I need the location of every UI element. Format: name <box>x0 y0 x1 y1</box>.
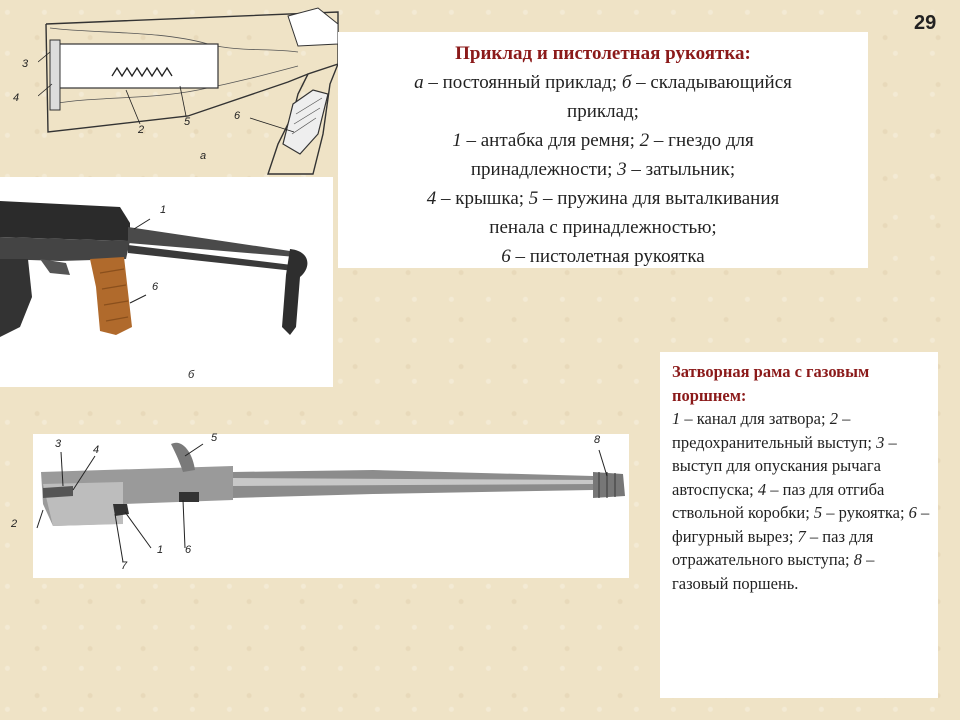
figure-bolt-carrier <box>11 432 629 578</box>
caption-stock-line-6: пенала с принадлежностью; <box>489 217 717 238</box>
callout-6: 6 <box>185 544 192 556</box>
callout-4: 4 <box>93 444 100 456</box>
caption-stock-line-4: принадлежности; 3 – затыльник; <box>470 159 736 180</box>
figure-letter-b: б <box>188 369 195 381</box>
callout-3: 3 <box>55 438 62 450</box>
caption-stock-line-1: а – постоянный приклад; б – складывающийся <box>414 72 792 93</box>
callout-1: 1 <box>157 544 164 556</box>
figure-fixed-stock <box>13 4 346 184</box>
fixed-stock-drawing <box>38 4 346 184</box>
callout-3: 3 <box>22 58 29 70</box>
callout-7: 7 <box>121 560 128 572</box>
caption-bolt-body: 1 – канал для затвора; 2 – предохранительный выступ; 3 – выступ для опускания рычага автоспуска; 4 – паз для отгиба ствольной коробки; 5 – рукоятка; 6 – фигурный вырез; 7 – паз для отражательного выступа; 8 – газовый поршень. <box>672 409 930 593</box>
callout-2: 2 <box>11 518 18 530</box>
figure-folding-stock <box>0 177 333 387</box>
callout-6: 6 <box>152 281 159 293</box>
callout-2: 2 <box>138 124 145 136</box>
callout-4: 4 <box>13 92 20 104</box>
caption-stock-line-2: приклад; <box>567 101 639 122</box>
callout-8: 8 <box>594 434 601 446</box>
callout-1: 1 <box>160 204 167 216</box>
figure-letter-a: а <box>200 150 207 162</box>
caption-stock <box>338 32 868 268</box>
caption-stock-line-7: 6 – пистолетная рукоятка <box>501 246 705 267</box>
caption-stock-line-5: 4 – крышка; 5 – пружина для выталкивания <box>426 188 780 209</box>
folding-stock-photo <box>0 177 333 387</box>
bolt-carrier-photo <box>33 434 629 578</box>
caption-stock-line-3: 1 – антабка для ремня; 2 – гнездо для <box>452 130 754 151</box>
callout-6: 6 <box>234 110 241 122</box>
slide-number: 29 <box>914 12 937 34</box>
callout-5: 5 <box>184 116 191 128</box>
caption-bolt-carrier <box>660 352 938 698</box>
callout-5: 5 <box>211 432 218 444</box>
caption-bolt-title: Затворная рама с газовым поршнем: <box>672 362 870 405</box>
caption-stock-title: Приклад и пистолетная рукоятка: <box>455 43 751 64</box>
